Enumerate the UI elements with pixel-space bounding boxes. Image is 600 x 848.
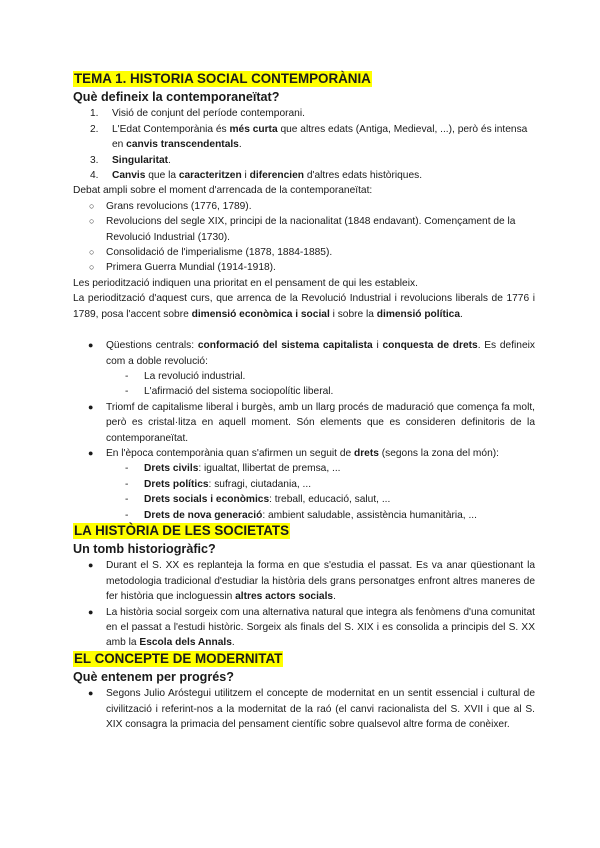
text-run: . — [460, 308, 463, 320]
bold-text: caracteritzen — [178, 170, 242, 182]
text-run: d'altres edats històriques. — [304, 170, 423, 182]
text-run: Segons Julio Aróstegui utilitzem el concepte de modernitat en un sentit essencial i cultural de civilització i referint-nos a la modernitat de la raó (el canvi racionalista del S. XVII i que al S. XIX consagra la primacia del pensament científic sobre qualsevol altre forma de conèixer. — [106, 688, 535, 731]
bullet-text — [106, 402, 535, 444]
circle-bullet-icon: ○ — [89, 247, 95, 258]
bold-text: més curta — [229, 123, 278, 135]
bullet-text — [106, 607, 535, 649]
item-number: 4. — [90, 170, 99, 182]
bold-text: conquesta de drets — [382, 340, 478, 352]
text-run: : igualtat, llibertat de premsa, ... — [198, 463, 341, 475]
bullet-dot-icon: ● — [88, 447, 94, 458]
text-run: i sobre la — [329, 308, 377, 320]
dash-bullet-icon: - — [125, 386, 129, 398]
text-run: La revolució industrial. — [144, 370, 246, 382]
text-run: La periodització d'aquest curs, que arrenca de la Revolució Industrial i revolucions liberals de 1776 i 1789, posa l'accent sobre — [73, 293, 535, 320]
section-title-historia: LA HISTÒRIA DE LES SOCIETATS — [74, 522, 289, 538]
dash-bullet-icon: - — [125, 478, 129, 490]
subtitle-progres: Què entenem per progrés? — [73, 670, 234, 685]
course-periodization — [73, 291, 535, 322]
bold-text: Drets polítics — [144, 478, 209, 490]
bold-text: Canvis — [112, 170, 146, 182]
bold-text: conformació del sistema capitalista — [197, 340, 373, 352]
numbered-item — [73, 106, 535, 121]
bold-text: Drets civils — [144, 463, 199, 475]
subtitle-contemporaneitat: Què defineix la contemporaneïtat? — [73, 90, 280, 105]
bullet-list — [73, 338, 535, 523]
debate-item — [73, 199, 535, 214]
debate-intro: Debat ampli sobre el moment d'arrencada de la contemporaneïtat: — [73, 185, 373, 197]
bullet-text — [106, 560, 535, 602]
text-run: : ambient saludable, assistència humanitària, ... — [262, 509, 477, 521]
bullet-list — [73, 686, 535, 732]
circle-bullet-icon: ○ — [89, 200, 95, 211]
debate-item-text: Consolidació de l'imperialisme (1878, 1884-1885). — [106, 247, 333, 259]
dash-item — [106, 384, 535, 399]
dash-item — [106, 492, 535, 507]
numbered-item — [73, 168, 535, 183]
numbered-item — [73, 153, 535, 168]
dash-bullet-icon: - — [125, 370, 129, 382]
text-run: que la — [145, 170, 179, 182]
bold-text: diferencien — [249, 170, 304, 182]
text-run: La història social sorgeix com una alternativa natural que integra als fenòmens d'una comunitat en el passat a l'estudi històric. Sorgeix als finals del S. XIX i es consolida a principis del S. XX amb la — [106, 606, 535, 649]
text-run: Triomf de capitalisme liberal i burgès, amb un llarg procés de maduració que comença fa molt, però es cristal·litza en aquell moment. Són elements que es consideren definitoris de la contemporaneïtat. — [106, 401, 535, 444]
text-run: i — [372, 340, 383, 352]
text-run: . Es defineix com a doble revolució: — [106, 340, 535, 367]
bullet-dot-icon: ● — [88, 401, 94, 412]
debate-item — [73, 245, 535, 260]
bold-text: Escola dels Annals — [139, 637, 232, 649]
dash-item — [106, 477, 535, 492]
text-run: . — [238, 139, 242, 151]
debate-item-text: Grans revolucions (1776, 1789). — [106, 200, 252, 212]
text-run: L'afirmació del sistema sociopolític liberal. — [144, 386, 334, 398]
numbered-item — [73, 122, 535, 153]
item-number: 1. — [90, 108, 99, 120]
dash-item — [106, 461, 535, 476]
debate-list — [73, 199, 535, 276]
text-run: Visió de conjunt del període contemporani. — [112, 108, 305, 120]
bold-text: dimensió econòmica i social — [191, 308, 330, 320]
subtitle-historiografic: Un tomb historiogràfic? — [73, 542, 216, 557]
dash-bullet-icon: - — [125, 494, 129, 506]
section-title-tema1: TEMA 1. HISTORIA SOCIAL CONTEMPORÀNIA — [74, 71, 371, 86]
text-run: Durant el S. XX es replanteja la forma en que s'estudia el passat. Es va anar qüestionant la metodologia tradicional d'estudiar la història dels grans personatges enfront altres maneres de fer història que incloguessin — [106, 560, 535, 603]
circle-bullet-icon: ○ — [89, 216, 95, 227]
text-run: En l'època contemporània quan s'afirmen un seguit de — [106, 447, 354, 459]
dash-item — [106, 508, 535, 523]
bullet-item — [73, 605, 535, 651]
bold-text: Drets de nova generació — [144, 509, 263, 521]
debate-item-text: Primera Guerra Mundial (1914-1918). — [106, 262, 276, 274]
text-run: : treball, educació, salut, ... — [269, 494, 391, 506]
debate-item-text: Revolucions del segle XIX, principi de la nacionalitat (1848 endavant). Començament de la Revolució Industrial (1730). — [106, 216, 516, 243]
bold-text: altres actors socials — [235, 591, 334, 603]
text-run: . — [231, 637, 235, 649]
bullet-dot-icon: ● — [88, 340, 94, 351]
bullet-item — [73, 338, 535, 400]
text-run: . — [168, 154, 171, 166]
dash-sublist — [106, 369, 535, 400]
bullet-dot-icon: ● — [88, 606, 94, 617]
text-run: que altres edats (Antiga, Medieval, ...), però és intensa en — [112, 123, 528, 151]
text-run: (segons la zona del món): — [378, 447, 499, 459]
bullet-list — [73, 558, 535, 650]
circle-bullet-icon: ○ — [89, 262, 95, 273]
dash-bullet-icon: - — [125, 509, 129, 521]
text-run: L'Edat Contemporània és — [112, 123, 230, 135]
section-title-modernitat: EL CONCEPTE DE MODERNITAT — [74, 650, 283, 666]
bullet-text — [106, 340, 535, 366]
bullet-item — [73, 686, 535, 732]
dash-item — [106, 369, 535, 384]
document-body — [73, 71, 535, 732]
periodization-note: Les periodització indiquen una prioritat en el pensament de qui les estableix. — [73, 277, 418, 289]
dash-bullet-icon: - — [125, 463, 129, 475]
bold-text: drets — [353, 447, 379, 459]
spacer — [73, 322, 535, 338]
bold-text: Singularitat — [112, 154, 169, 166]
bullet-item — [73, 558, 535, 604]
text-run: Qüestions centrals: — [106, 340, 198, 352]
debate-item — [73, 260, 535, 275]
bullet-dot-icon: ● — [88, 688, 94, 699]
item-number: 2. — [90, 123, 99, 135]
bullet-dot-icon: ● — [88, 560, 94, 571]
text-run: i — [241, 170, 250, 182]
bullet-item — [73, 400, 535, 446]
bullet-text — [106, 448, 499, 459]
item-number: 3. — [90, 154, 99, 166]
bullet-text — [106, 688, 535, 730]
debate-item — [73, 214, 535, 245]
text-run: . — [333, 591, 336, 603]
bold-text: dimensió política — [376, 308, 460, 320]
numbered-list — [73, 106, 535, 183]
bold-text: Drets socials i econòmics — [144, 494, 270, 506]
bold-text: canvis transcendentals — [126, 139, 239, 151]
dash-sublist — [106, 461, 535, 523]
bullet-item — [73, 446, 535, 523]
text-run: : sufragi, ciutadania, ... — [208, 478, 312, 490]
